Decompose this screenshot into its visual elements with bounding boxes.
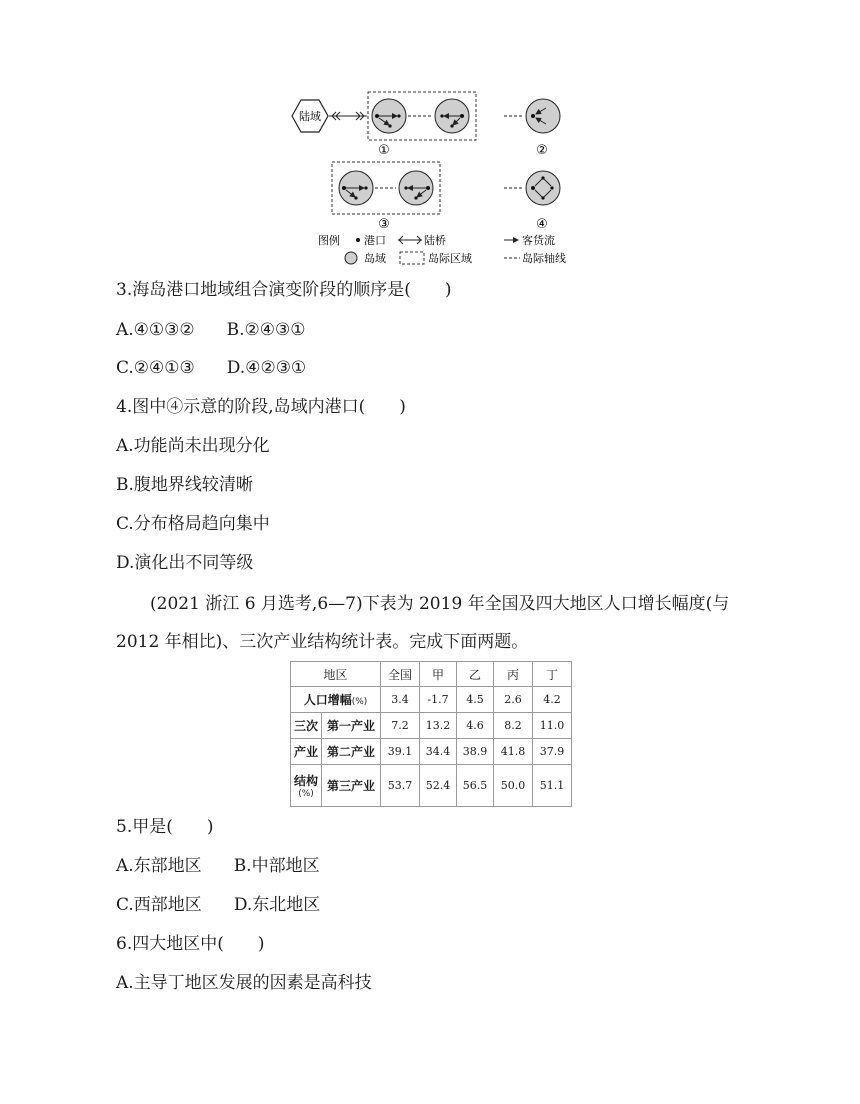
- table-header-cell: 全国: [381, 662, 420, 687]
- q5-option-b[interactable]: B.中部地区: [233, 856, 320, 876]
- q3-option-a[interactable]: A.④①③②: [116, 320, 195, 340]
- svg-text:岛际轴线: 岛际轴线: [522, 252, 566, 265]
- table-cell: 38.9: [457, 739, 494, 765]
- stage-label-2: ②: [536, 143, 548, 158]
- svg-text:客货流: 客货流: [522, 234, 555, 247]
- table-cell: 39.1: [381, 739, 420, 765]
- table-cell: 50.0: [494, 765, 533, 807]
- q3-option-d[interactable]: D.④②③①: [226, 358, 307, 378]
- table-header-cell: 丙: [494, 662, 533, 687]
- table-header-row: [291, 662, 572, 687]
- q3-option-b[interactable]: B.②④③①: [226, 320, 306, 340]
- table-row: [291, 739, 572, 765]
- stage1-island-b: [435, 99, 469, 133]
- svg-text:图例: 图例: [318, 234, 340, 247]
- stage3-island-b: [399, 171, 433, 205]
- q6-option-a[interactable]: A.主导丁地区发展的因素是高科技: [116, 973, 372, 993]
- table-header-cell: 甲: [420, 662, 457, 687]
- stage2-island: [526, 99, 560, 133]
- table-cell: 34.4: [420, 739, 457, 765]
- q5-option-a[interactable]: A.东部地区: [116, 856, 202, 876]
- population-industry-table: [290, 661, 572, 807]
- table-cell: 53.7: [381, 765, 420, 807]
- table-cell: 4.5: [457, 687, 494, 713]
- land-bridge-symbol: [329, 112, 367, 120]
- question-4-stem: 4.图中④示意的阶段,岛域内港口( ): [116, 397, 406, 417]
- table-cell: 13.2: [420, 713, 457, 739]
- port-evolution-diagram: [280, 88, 600, 270]
- structure-label-3: 结构 (%): [291, 765, 322, 807]
- question-5-options-ab: [116, 855, 320, 877]
- table-header-cell: 丁: [533, 662, 572, 687]
- table-row: [291, 713, 572, 739]
- table-header-cell: 乙: [457, 662, 494, 687]
- question-5-options-cd: [116, 894, 320, 916]
- table-cell: 4.2: [533, 687, 572, 713]
- structure-label-2: 产业: [291, 739, 322, 765]
- table-cell: 3.4: [381, 687, 420, 713]
- table-row: [291, 687, 572, 713]
- stage1-island-a: [372, 99, 406, 133]
- q4-option-d[interactable]: D.演化出不同等级: [116, 553, 254, 573]
- table-header-cell: 地区: [291, 662, 381, 687]
- stage-label-3: ③: [378, 217, 390, 232]
- stage-label-4: ④: [536, 217, 548, 232]
- stage-label-1: ①: [378, 143, 390, 158]
- structure-label-1: 三次: [291, 713, 322, 739]
- question-3-options-ab: [116, 319, 306, 341]
- q5-option-c[interactable]: C.西部地区: [116, 895, 202, 915]
- growth-label-cell: 人口增幅(%): [291, 687, 381, 713]
- svg-text:陆桥: 陆桥: [424, 234, 446, 247]
- table-cell: 51.1: [533, 765, 572, 807]
- table-cell: 41.8: [494, 739, 533, 765]
- stage4-island: [526, 171, 560, 205]
- intro-line-2: 2012 年相比)、三次产业结构统计表。完成下面两题。: [116, 632, 529, 652]
- table-cell: 11.0: [533, 713, 572, 739]
- svg-text:岛域: 岛域: [364, 252, 386, 265]
- question-5-stem: 5.甲是( ): [116, 817, 214, 837]
- table-cell: 56.5: [457, 765, 494, 807]
- intro-line-1: (2021 浙江 6 月选考,6—7)下表为 2019 年全国及四大地区人口增长幅度(与: [150, 594, 730, 614]
- row-name-cell: 第三产业: [322, 765, 381, 807]
- q4-option-b[interactable]: B.腹地界线较清晰: [116, 475, 253, 495]
- table-cell: -1.7: [420, 687, 457, 713]
- question-3-stem: 3.海岛港口地域组合演变阶段的顺序是( ): [116, 280, 452, 300]
- table-cell: 4.6: [457, 713, 494, 739]
- table-cell: 52.4: [420, 765, 457, 807]
- table-cell: 37.9: [533, 739, 572, 765]
- table-cell: 7.2: [381, 713, 420, 739]
- svg-text:岛际区域: 岛际区域: [428, 252, 472, 265]
- diagram-legend: [318, 233, 566, 265]
- question-3-options-cd: [116, 357, 306, 379]
- land-region-hexagon: [292, 100, 328, 132]
- stage3-island-a: [339, 171, 373, 205]
- svg-text:港口: 港口: [364, 234, 386, 247]
- land-label: 陆域: [299, 110, 321, 123]
- row-name-cell: 第一产业: [322, 713, 381, 739]
- question-6-stem: 6.四大地区中( ): [116, 934, 265, 954]
- q5-option-d[interactable]: D.东北地区: [233, 895, 321, 915]
- table-cell: 2.6: [494, 687, 533, 713]
- table-cell: 8.2: [494, 713, 533, 739]
- q3-option-c[interactable]: C.②④①③: [116, 358, 195, 378]
- row-name-cell: 第二产业: [322, 739, 381, 765]
- q4-option-c[interactable]: C.分布格局趋向集中: [116, 514, 270, 534]
- table-row: [291, 765, 572, 807]
- q4-option-a[interactable]: A.功能尚未出现分化: [116, 436, 270, 456]
